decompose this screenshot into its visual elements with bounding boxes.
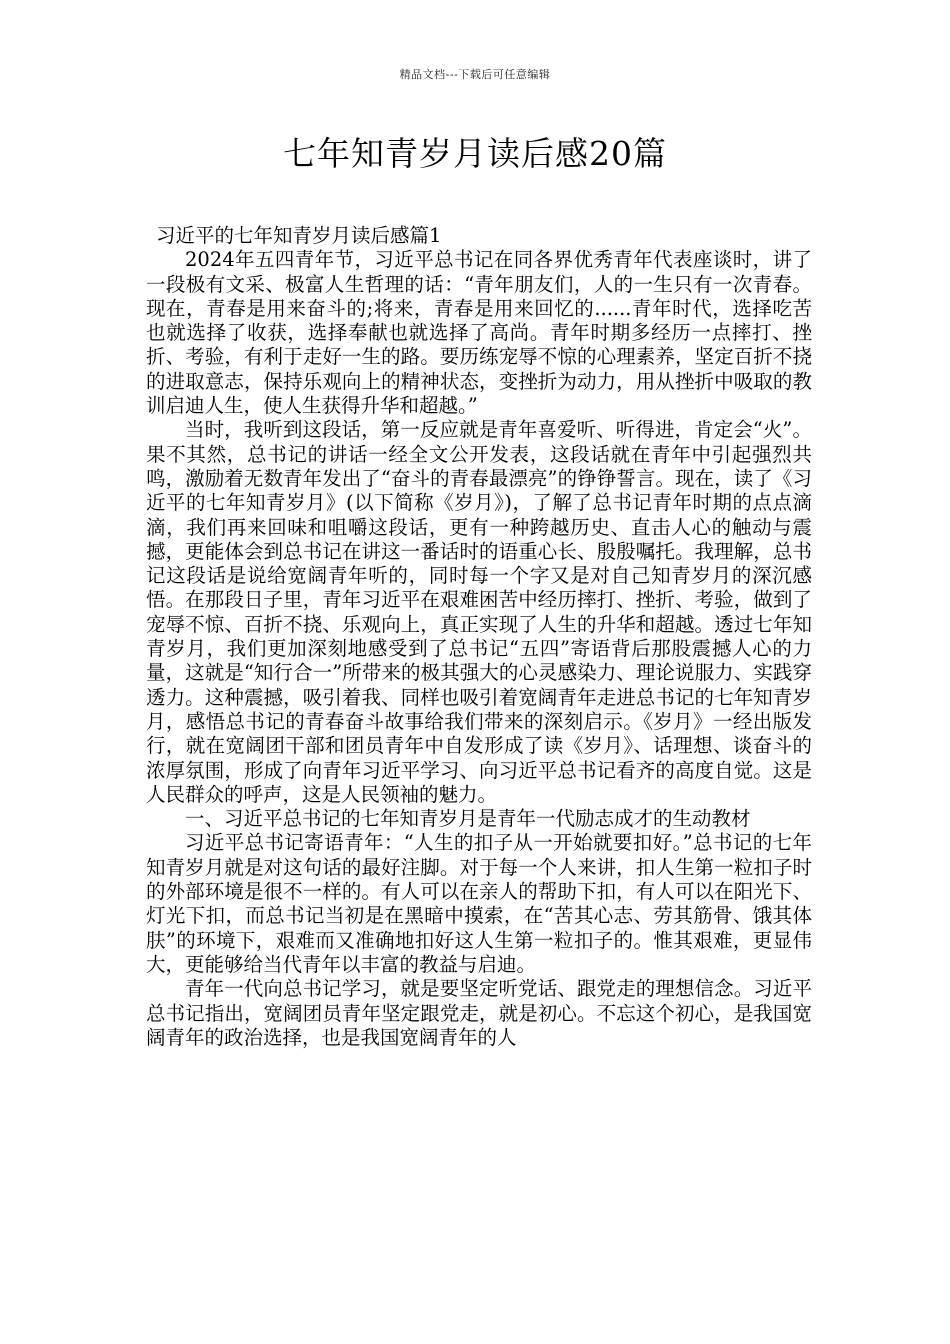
- subsection-heading: 一、习近平总书记的七年知青岁月是青年一代励志成才的生动教材: [185, 807, 751, 831]
- document-title: 七年知青岁月读后感20篇: [283, 134, 667, 173]
- paragraph: 习近平总书记寄语青年：“人生的扣子从一开始就要扣好。”总书记的七年知青岁月就是对这句话的最好注脚。对于每一个人来讲，扣人生第一粒扣子时的外部环境是很不一样的。有人可以在亲人的帮助下扣，有人可以在阳光下、灯光下扣，而总书记当初是在黑暗中摸索，在“苦其心志、劳其筋骨、饿其体肤”的环境下，艰难而又准确地扣好这人生第一粒扣子的。惟其艰难，更显伟大，更能够给当代青年以丰富的教益与启迪。: [146, 831, 812, 976]
- document-body: [146, 224, 812, 1050]
- paragraph: 2024年五四青年节，习近平总书记在同各界优秀青年代表座谈时，讲了一段极有文采、极富人生哲理的话：“青年朋友们，人的一生只有一次青春。现在，青春是用来奋斗的;将来，青春是用来回忆的......青年时代，选择吃苦也就选择了收获，选择奉献也就选择了高尚。青年时期多经历一点摔打、挫折、考验，有利于走好一生的路。要历练宠辱不惊的心理素养，坚定百折不挠的进取意志，保持乐观向上的精神状态，变挫折为动力，用从挫折中吸取的教训启迪人生，使人生获得升华和超越。”: [146, 248, 812, 418]
- section-heading: 习近平的七年知青岁月读后感篇1: [156, 224, 442, 247]
- paragraph: 当时，我听到这段话，第一反应就是青年喜爱听、听得进，肯定会“火”。果不其然，总书记的讲话一经全文公开发表，这段话就在青年中引起强烈共鸣，激励着无数青年发出了“奋斗的青春最漂亮”的铮铮誓言。现在，读了《习近平的七年知青岁月》(以下简称《岁月》)，了解了总书记青年时期的点点滴滴，我们再来回味和咀嚼这段话，更有一种跨越历史、直击人心的触动与震撼，更能体会到总书记在讲这一番话时的语重心长、殷殷嘱托。我理解，总书记这段话是说给宽阔青年听的，同时每一个字又是对自己知青岁月的深沉感悟。在那段日子里，青年习近平在艰难困苦中经历摔打、挫折、考验，做到了宠辱不惊、百折不挠、乐观向上，真正实现了人生的升华和超越。透过七年知青岁月，我们更加深刻地感受到了总书记“五四”寄语背后那股震撼人心的力量，这就是“知行合一”所带来的极其强大的心灵感染力、理论说服力、实践穿透力。这种震撼，吸引着我、同样也吸引着宽阔青年走进总书记的七年知青岁月，感悟总书记的青春奋斗故事给我们带来的深刻启示。《岁月》一经出版发行，就在宽阔团干部和团员青年中自发形成了读《岁月》、话理想、谈奋斗的浓厚氛围，形成了向青年习近平学习、向习近平总书记看齐的高度自觉。这是人民群众的呼声，这是人民领袖的魅力。: [146, 418, 812, 806]
- header-note: 精品文档---下载后可任意编辑: [399, 68, 551, 81]
- paragraph: 青年一代向总书记学习，就是要坚定听党话、跟党走的理想信念。习近平总书记指出，宽阔团员青年坚定跟党走，就是初心。不忘这个初心，是我国宽阔青年的政治选择，也是我国宽阔青年的人: [146, 977, 812, 1049]
